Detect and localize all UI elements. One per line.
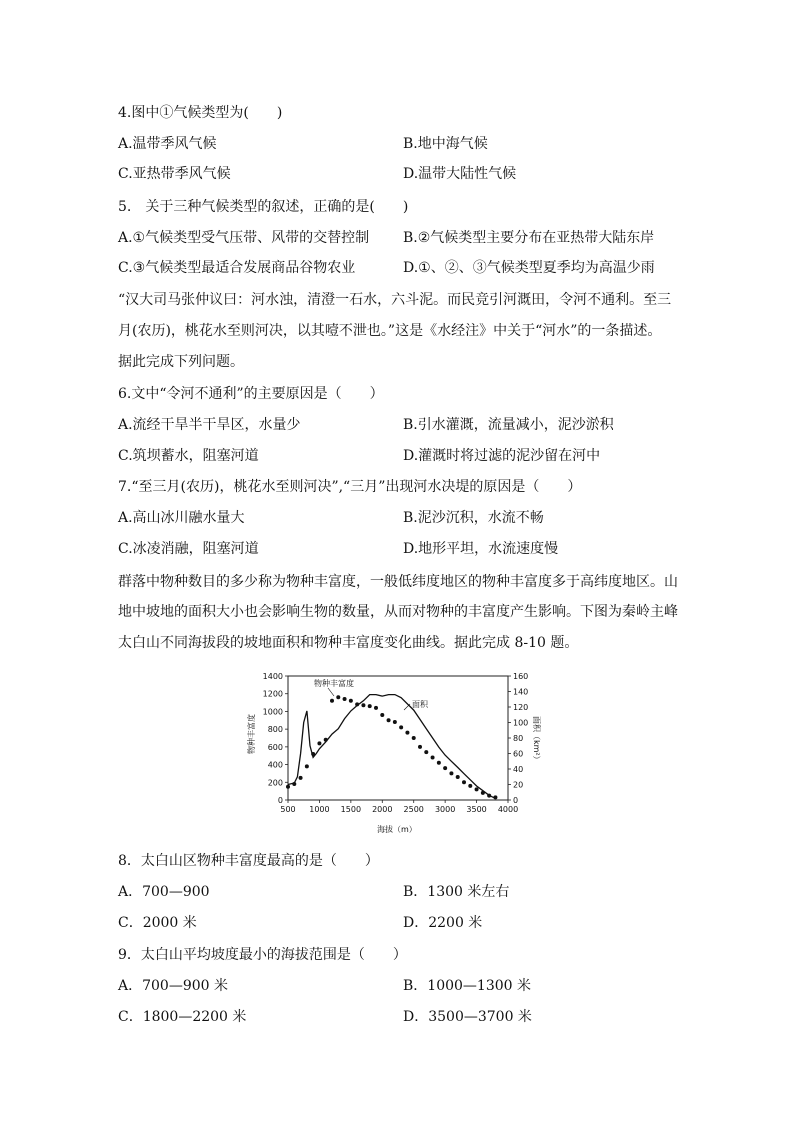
legend-species-leader <box>328 688 334 696</box>
q7-option-a: A.高山冰川融水量大 <box>118 510 245 526</box>
y-right-tick-label: 40 <box>513 765 524 774</box>
q6-option-d: D.灌溉时将过滤的泥沙留在河中 <box>403 448 601 464</box>
species-richness-point <box>349 699 353 703</box>
q4-stem: 4.图中①气候类型为( ) <box>118 105 283 121</box>
x-tick-label: 500 <box>280 805 296 814</box>
species-richness-point <box>412 736 416 740</box>
q6-option-c: C.筑坝蓄水，阻塞河道 <box>118 448 259 464</box>
passage1-line2: 月(农历)，桃花水至则河决，以其噎不泄也。”这是《水经注》中关于“河水”的一条描述。 <box>118 323 662 339</box>
species-richness-point <box>343 697 347 701</box>
y-left-tick-label: 1000 <box>262 707 283 717</box>
q6-option-a: A.流经干旱半干旱区，水量少 <box>118 417 301 433</box>
species-richness-point <box>355 702 359 706</box>
species-richness-point <box>380 713 384 717</box>
y-left-tick-label: 400 <box>267 760 283 770</box>
species-richness-point <box>443 766 447 770</box>
x-tick-label: 3000 <box>434 805 456 814</box>
legend-area-leader <box>404 704 410 710</box>
y-right-tick-label: 0 <box>513 796 519 805</box>
q5-option-d: D.①、②、③气候类型夏季均为高温少雨 <box>403 260 655 276</box>
q4-option-a: A.温带季风气候 <box>118 136 217 152</box>
plot-frame <box>288 676 508 800</box>
q5-stem: 5. 关于三种气候类型的叙述，正确的是( ) <box>118 199 409 215</box>
species-richness-point <box>299 776 303 780</box>
q8-option-d: D．2200 米 <box>403 915 483 931</box>
q7-stem: 7.“至三月(农历)，桃花水至则河决”,“三月”出现河水决堤的原因是（ ） <box>118 479 582 495</box>
q7-option-b: B.泥沙沉积，水流不畅 <box>403 510 544 526</box>
q5-option-b: B.②气候类型主要分布在亚热带大陆东岸 <box>403 230 655 246</box>
q4-option-b: B.地中海气候 <box>403 136 488 152</box>
passage2-line3: 太白山不同海拔段的坡地面积和物种丰富度变化曲线。据此完成 8-10 题。 <box>118 635 579 651</box>
species-richness-point <box>418 745 422 749</box>
species-richness-point <box>468 784 472 788</box>
species-richness-point <box>481 791 485 795</box>
y-left-axis-title: 物种丰富度 <box>247 714 256 754</box>
y-right-tick-label: 60 <box>513 749 524 759</box>
q6-option-b: B.引水灌溉，流量减小，泥沙淤积 <box>403 417 614 433</box>
y-right-tick-label: 20 <box>513 780 524 790</box>
x-tick-label: 1500 <box>340 805 362 814</box>
y-right-tick-label: 120 <box>513 703 529 712</box>
species-richness-point <box>399 725 403 729</box>
species-richness-point <box>405 731 409 735</box>
species-richness-point <box>449 771 453 775</box>
legend-species-label: 物种丰富度 <box>314 679 354 688</box>
passage2-line2: 地中坡地的面积大小也会影响生物的数量，从而对物种的丰富度产生影响。下图为秦岭主峰 <box>118 604 678 620</box>
x-tick-label: 2000 <box>372 805 393 814</box>
q4-option-d: D.温带大陆性气候 <box>403 166 517 182</box>
y-left-tick-label: 600 <box>267 742 283 752</box>
x-tick-label: 4000 <box>497 805 519 814</box>
y-left-tick-label: 1200 <box>262 689 283 699</box>
q8-option-b: B．1300 米左右 <box>403 884 510 900</box>
q9-option-c: C．1800—2200 米 <box>118 1009 247 1025</box>
species-richness-point <box>374 706 378 710</box>
species-richness-point <box>305 764 309 768</box>
x-tick-label: 2500 <box>403 805 424 814</box>
y-right-tick-label: 100 <box>513 718 529 728</box>
species-richness-point <box>475 787 479 791</box>
species-richness-point <box>317 741 321 745</box>
y-left-tick-label: 200 <box>267 778 283 788</box>
x-tick-label: 1000 <box>309 805 330 814</box>
species-richness-point <box>456 775 460 779</box>
y-left-tick-label: 800 <box>267 725 283 735</box>
x-tick-label: 3500 <box>466 805 487 814</box>
species-richness-point <box>324 738 328 742</box>
q8-stem: 8．太白山区物种丰富度最高的是（ ） <box>118 853 379 869</box>
q5-option-c: C.③气候类型最适合发展商品谷物农业 <box>118 260 356 276</box>
species-richness-point <box>493 795 497 799</box>
q9-option-a: A．700—900 米 <box>118 978 229 994</box>
q9-option-d: D．3500—3700 米 <box>403 1009 532 1025</box>
species-area-chart <box>244 666 541 836</box>
y-right-tick-label: 140 <box>513 687 529 697</box>
y-right-tick-label: 160 <box>513 672 529 681</box>
legend-area-label: 面积 <box>412 700 428 709</box>
species-richness-point <box>330 699 334 703</box>
species-richness-point <box>431 755 435 759</box>
q4-option-c: C.亚热带季风气候 <box>118 166 231 182</box>
species-richness-point <box>393 720 397 724</box>
q6-stem: 6.文中“令河不通利”的主要原因是（ ） <box>118 386 384 402</box>
q7-option-d: D.地形平坦，水流速度慢 <box>403 541 559 557</box>
species-richness-point <box>437 761 441 765</box>
q5-option-a: A.①气候类型受气压带、风带的交替控制 <box>118 230 370 246</box>
y-left-tick-label: 0 <box>277 796 283 805</box>
species-richness-point <box>311 752 315 756</box>
q8-option-a: A．700—900 <box>118 884 210 900</box>
species-richness-point <box>387 718 391 722</box>
y-right-axis-title: 面积（km²） <box>532 716 541 764</box>
q8-option-c: C．2000 米 <box>118 915 197 931</box>
q7-option-c: C.冰凌消融，阻塞河道 <box>118 541 259 557</box>
species-richness-point <box>424 750 428 754</box>
species-richness-point <box>462 780 466 784</box>
q9-option-b: B．1000—1300 米 <box>403 978 531 994</box>
passage2-line1: 群落中物种数目的多少称为物种丰富度，一般低纬度地区的物种丰富度多于高纬度地区。山 <box>118 574 678 590</box>
species-richness-point <box>336 695 340 699</box>
y-right-tick-label: 80 <box>513 734 524 743</box>
species-richness-point <box>487 794 491 798</box>
species-richness-point <box>286 785 290 789</box>
passage1-line1: “汉大司马张仲议曰：河水浊，清澄一石水，六斗泥。而民竞引河溉田，令河不通利。至三 <box>118 292 672 308</box>
species-richness-point <box>292 782 296 786</box>
q9-stem: 9．太白山平均坡度最小的海拔范围是（ ） <box>118 947 407 963</box>
passage1-line3: 据此完成下列问题。 <box>118 354 244 370</box>
species-richness-point <box>361 703 365 707</box>
x-axis-title: 海拔（m） <box>377 825 417 834</box>
species-richness-point <box>368 704 372 708</box>
y-left-tick-label: 1400 <box>262 672 283 681</box>
